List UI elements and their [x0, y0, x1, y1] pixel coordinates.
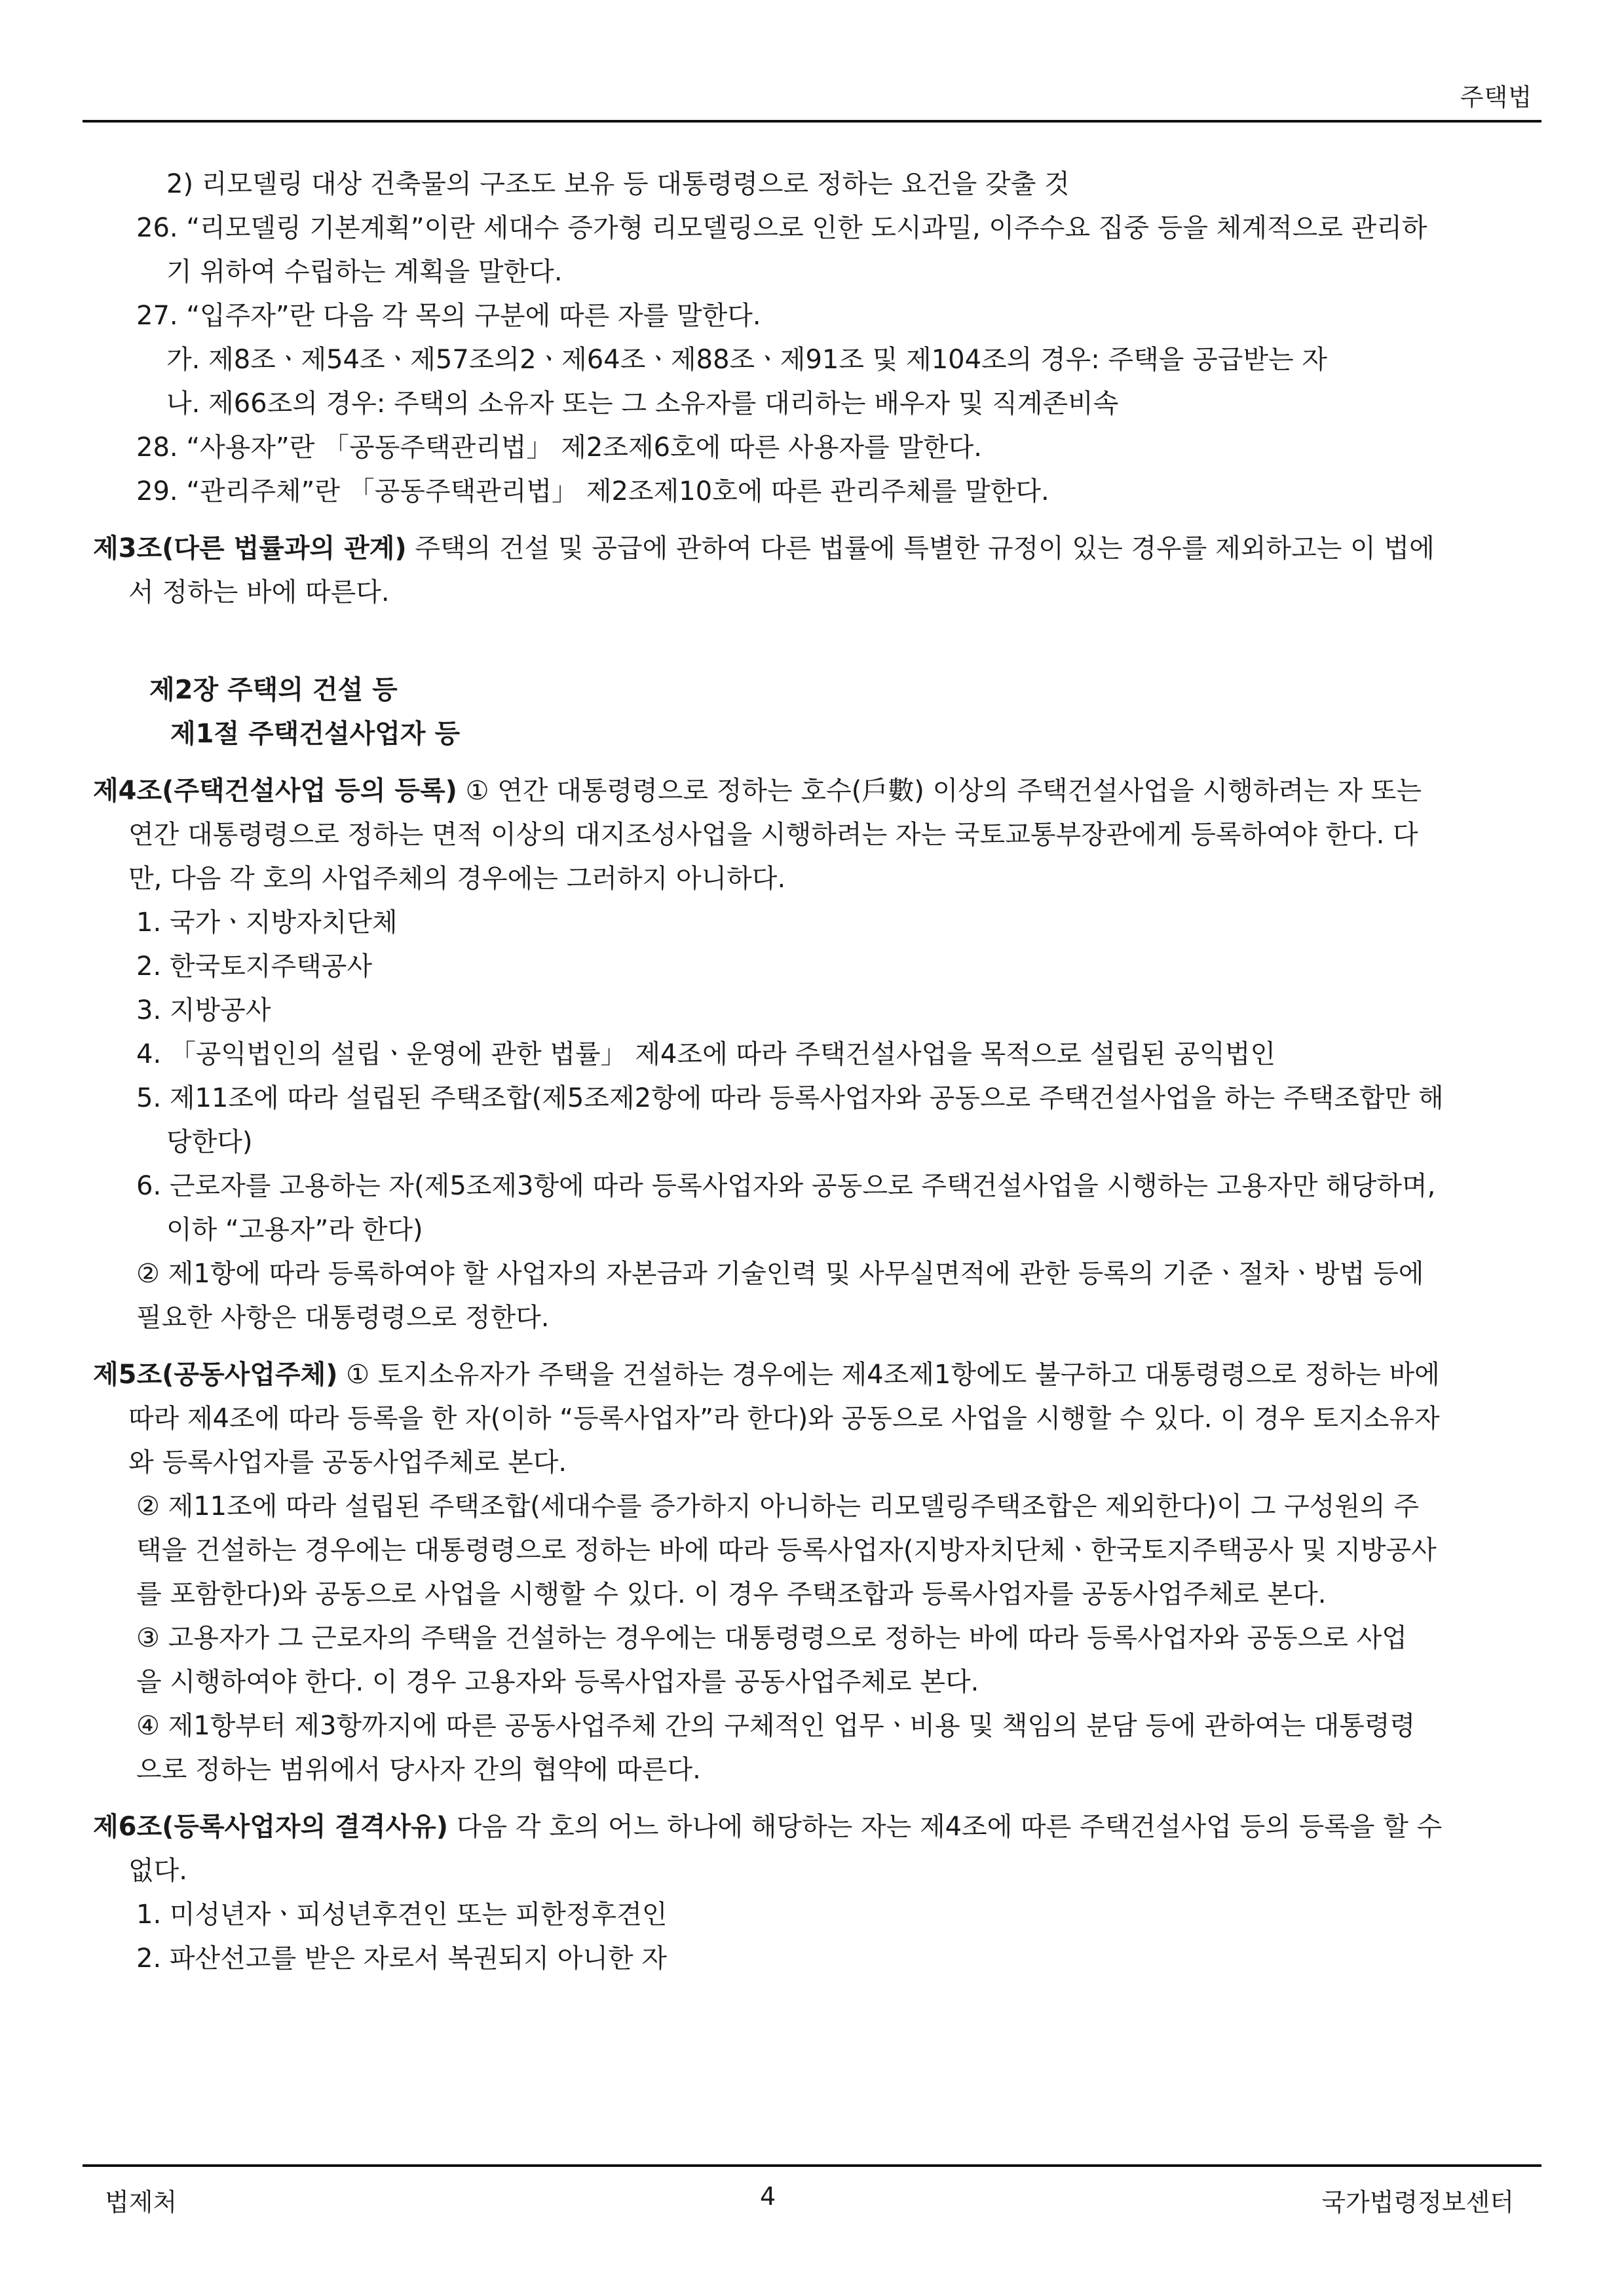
text-line [93, 1164, 1538, 1208]
line-text: 28. “사용자”란 「공동주택관리법」 제2조제6호에 따른 사용자를 말한다. [136, 432, 982, 463]
article-heading: 제3조(다른 법률과의 관계) [93, 533, 407, 564]
text-line [93, 1252, 1538, 1296]
line-text: 2) 리모델링 대상 건축물의 구조도 보유 등 대통령령으로 정하는 요건을 갖출 것 [166, 169, 1070, 199]
text-line [93, 1573, 1538, 1617]
text-line [93, 250, 1538, 294]
text-line [93, 1660, 1538, 1704]
text-line [93, 1077, 1538, 1120]
line-text: 으로 정하는 범위에서 당사자 간의 협약에 따른다. [136, 1755, 701, 1785]
line-text: 다음 각 호의 어느 하나에 해당하는 자는 제4조에 따른 주택건설사업 등의 등록을 할 수 [448, 1812, 1443, 1842]
document-body [93, 163, 1538, 1981]
text-line [93, 571, 1538, 615]
line-text: ③ 고용자가 그 근로자의 주택을 건설하는 경우에는 대통령령으로 정하는 바에 따라 등록사업자와 공동으로 사업 [136, 1623, 1407, 1653]
text-line [93, 1748, 1538, 1792]
article-line [93, 769, 1538, 813]
line-text: 나. 제66조의 경우: 주택의 소유자 또는 그 소유자를 대리하는 배우자 및 직계존비속 [166, 389, 1119, 419]
line-text: 없다. [128, 1856, 187, 1886]
text-line [93, 989, 1538, 1033]
text-line [93, 1529, 1538, 1573]
line-text: 와 등록사업자를 공동사업주체로 본다. [128, 1447, 567, 1478]
text-line [93, 1849, 1538, 1893]
line-text: 택을 건설하는 경우에는 대통령령으로 정하는 바에 따라 등록사업자(지방자치단체ㆍ한국토지주택공사 및 지방공사 [136, 1535, 1437, 1565]
footer-source: 국가법령정보센터 [1321, 2188, 1514, 2217]
text-line [93, 1397, 1538, 1441]
line-text: 을 시행하여야 한다. 이 경우 고용자와 등록사업자를 공동사업주체로 본다. [136, 1667, 979, 1697]
line-text: 1. 국가ㆍ지방자치단체 [136, 908, 398, 938]
text-line [93, 1485, 1538, 1529]
page-number: 4 [760, 2182, 776, 2211]
text-line [93, 945, 1538, 989]
spacer [93, 756, 1538, 769]
line-text: 4. 「공익법인의 설립ㆍ운영에 관한 법률」 제4조에 따라 주택건설사업을 목적으로 설립된 공익법인 [136, 1039, 1276, 1069]
spacer [93, 1792, 1538, 1805]
line-text: 제1절 주택건설사업자 등 [170, 719, 461, 749]
line-text: 연간 대통령령으로 정하는 면적 이상의 대지조성사업을 시행하려는 자는 국토교통부장관에게 등록하여야 한다. 다 [128, 820, 1418, 850]
text-line [93, 1208, 1538, 1252]
line-text: 1. 미성년자ㆍ피성년후견인 또는 피한정후견인 [136, 1900, 668, 1930]
text-line [93, 382, 1538, 426]
text-line [93, 901, 1538, 945]
text-line [93, 1120, 1538, 1164]
text-line [93, 668, 1538, 712]
line-text: 5. 제11조에 따라 설립된 주택조합(제5조제2항에 따라 등록사업자와 공동으로 주택건설사업을 하는 주택조합만 해 [136, 1083, 1444, 1113]
line-text: 가. 제8조ㆍ제54조ㆍ제57조의2ㆍ제64조ㆍ제88조ㆍ제91조 및 제104조의 경우: 주택을 공급받는 자 [166, 345, 1328, 375]
text-line [93, 813, 1538, 857]
article-line [93, 527, 1538, 571]
line-text: ② 제11조에 따라 설립된 주택조합(세대수를 증가하지 아니하는 리모델링주택조합은 제외한다)이 그 구성원의 주 [136, 1491, 1419, 1521]
text-line [93, 1296, 1538, 1340]
text-line [93, 1617, 1538, 1660]
line-text: 서 정하는 바에 따른다. [128, 577, 390, 607]
spacer [93, 514, 1538, 527]
text-line [93, 1893, 1538, 1937]
text-line [93, 712, 1538, 756]
article-heading: 제5조(공동사업주체) [93, 1360, 338, 1390]
spacer [93, 615, 1538, 668]
line-text: 주택의 건설 및 공급에 관하여 다른 법률에 특별한 규정이 있는 경우를 제외하고는 이 법에 [406, 533, 1435, 564]
line-text: ① 토지소유자가 주택을 건설하는 경우에는 제4조제1항에도 불구하고 대통령령으로 정하는 바에 [337, 1360, 1440, 1390]
line-text: 기 위하여 수립하는 계획을 말한다. [166, 257, 563, 287]
text-line [93, 1704, 1538, 1748]
line-text: 27. “입주자”란 다음 각 목의 구분에 따른 자를 말한다. [136, 301, 761, 331]
line-text: 제2장 주택의 건설 등 [149, 675, 398, 705]
line-text: 필요한 사항은 대통령령으로 정한다. [136, 1303, 550, 1333]
article-heading: 제4조(주택건설사업 등의 등록) [93, 776, 457, 806]
text-line [93, 1937, 1538, 1981]
text-line [93, 857, 1538, 901]
footer-publisher: 법제처 [105, 2188, 178, 2217]
page-header-title: 주택법 [1460, 83, 1532, 111]
text-line [93, 1441, 1538, 1485]
line-text: 2. 파산선고를 받은 자로서 복권되지 아니한 자 [136, 1943, 667, 1974]
text-line [93, 338, 1538, 382]
line-text: ① 연간 대통령령으로 정하는 호수(戶數) 이상의 주택건설사업을 시행하려는 자 또는 [457, 776, 1422, 806]
line-text: 를 포함한다)와 공동으로 사업을 시행할 수 있다. 이 경우 주택조합과 등록사업자를 공동사업주체로 본다. [136, 1579, 1327, 1609]
footer-rule [83, 2164, 1541, 2167]
text-line [93, 470, 1538, 514]
line-text: 따라 제4조에 따라 등록을 한 자(이하 “등록사업자”라 한다)와 공동으로 사업을 시행할 수 있다. 이 경우 토지소유자 [128, 1404, 1440, 1434]
text-line [93, 163, 1538, 206]
line-text: 6. 근로자를 고용하는 자(제5조제3항에 따라 등록사업자와 공동으로 주택건설사업을 시행하는 고용자만 해당하며, [136, 1171, 1436, 1201]
line-text: ② 제1항에 따라 등록하여야 할 사업자의 자본금과 기술인력 및 사무실면적에 관한 등록의 기준ㆍ절차ㆍ방법 등에 [136, 1259, 1424, 1289]
line-text: 2. 한국토지주택공사 [136, 951, 372, 982]
text-line [93, 1033, 1538, 1077]
line-text: 만, 다음 각 호의 사업주체의 경우에는 그러하지 아니하다. [128, 864, 786, 894]
line-text: 이하 “고용자”라 한다) [166, 1215, 423, 1245]
text-line [93, 426, 1538, 470]
line-text: 29. “관리주체”란 「공동주택관리법」 제2조제10호에 따른 관리주체를 말한다. [136, 476, 1049, 507]
line-text: ④ 제1항부터 제3항까지에 따른 공동사업주체 간의 구체적인 업무ㆍ비용 및 책임의 분담 등에 관하여는 대통령령 [136, 1711, 1416, 1741]
text-line [93, 206, 1538, 250]
text-line [93, 294, 1538, 338]
header-rule [83, 120, 1541, 123]
line-text: 3. 지방공사 [136, 995, 271, 1025]
article-heading: 제6조(등록사업자의 결격사유) [93, 1812, 448, 1842]
line-text: 26. “리모델링 기본계획”이란 세대수 증가형 리모델링으로 인한 도시과밀, 이주수요 집중 등을 체계적으로 관리하 [136, 213, 1427, 243]
article-line [93, 1353, 1538, 1397]
line-text: 당한다) [166, 1127, 253, 1157]
spacer [93, 1340, 1538, 1353]
article-line [93, 1805, 1538, 1849]
